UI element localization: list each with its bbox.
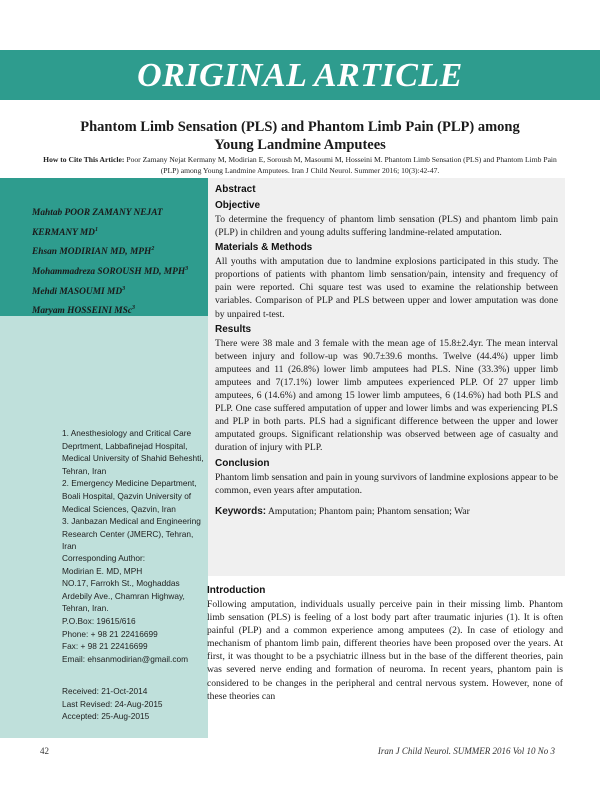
abstract bbox=[215, 183, 558, 518]
corr-email: Email: ehsanmodirian@gmail.com bbox=[62, 653, 189, 664]
keywords-label: Keywords: bbox=[215, 505, 267, 517]
conclusion-heading: Conclusion bbox=[215, 457, 270, 469]
abstract-heading: Abstract bbox=[215, 184, 256, 195]
citation-text: Poor Zamany Nejat Kermany M, Modirian E, Soroush M, Masoumi M, Hosseini M. Phantom Limb Sensation (PLS) and Phantom Limb Pain (PLP) among Young Landmine Amputees. Iran J Child Neurol. Summer 2016; 10(3):42-47. bbox=[126, 155, 557, 175]
introduction bbox=[207, 584, 563, 703]
corr-phone: Phone: + 98 21 22416699 bbox=[62, 628, 158, 639]
corr-label: Corresponding Author: bbox=[62, 553, 146, 563]
author: Mohammadreza SOROUSH MD, MPH$^3$ bbox=[32, 266, 189, 278]
corresponding-author bbox=[62, 552, 206, 665]
results-text: There were 38 male and 3 female with the mean age of 15.8±2.4yr. The mean interval between injury and follow-up was 90.7±39.6 months. Twelve (44.4%) upper limb amputees and 11 (26.8%) lower limb amputees had PLS. Nine (33.3%) upper limb amputees and 7(17.1%) lower limb amputees experienced PLP. Of 27 upper limb amputees, 6 (14.6%) and among 15 lower limb amputees, 6 (14.6%) had both PLS and PLP. One case suffered amputation of upper and lower limbs and was experiencing PLS and PLP in both parts. PLS had a significant difference between the upper and lower amputated groups. Significant relationship was observed between age of casualty and duration of injury with PLP. bbox=[215, 337, 558, 454]
affiliations bbox=[62, 427, 206, 553]
affiliation: 2. Emergency Medicine Department, Boali Hospital, Qazvin University of Medical Sciences, Qazvin, Iran bbox=[62, 478, 197, 514]
methods-text: All youths with amputation due to landmine explosions participated in this study. The proportions of patients with phantom limb sensation/pain, intensity and frequency of pain were reported. Chi square test was used to examine the relationship between variables. Comparison of PLP and PLS between upper and lower amputation was done by unpaired t-test. bbox=[215, 256, 558, 320]
keywords-text: Amputation; Phantom pain; Phantom sensation; War bbox=[268, 505, 470, 517]
journal-footer: Iran J Child Neurol. SUMMER 2016 Vol 10 No 3 bbox=[377, 746, 555, 756]
date-received: Received: 21-Oct-2014 bbox=[62, 686, 148, 696]
article-dates bbox=[62, 685, 206, 723]
corr-pobox: P.O.Box: 19615/616 bbox=[62, 615, 136, 626]
date-revised: Last Revised: 24-Aug-2015 bbox=[62, 698, 163, 709]
corr-address: NO.17, Farrokh St., Moghaddas Ardebily Ave., Chamran Highway, Tehran, Iran. bbox=[62, 578, 185, 614]
author: Mehdi MASOUMI $MD^3$ bbox=[32, 285, 126, 297]
author: Mahtab POOR ZAMANY NEJAT KERMANY $MD^1$ bbox=[32, 208, 163, 238]
affiliation: 3. Janbazan Medical and Engineering Research Center (JMERC), Tehran, Iran bbox=[62, 516, 201, 552]
article-title: Phantom Limb Sensation (PLS) and Phantom Limb Pain (PLP) among Young Landmine Amputees bbox=[80, 119, 520, 153]
affiliation: 1. Anesthesiology and Critical Care Deprtment, Labbafinejad Hospital, Medical University of Shahid Beheshti, Tehran, Iran bbox=[62, 428, 204, 476]
keywords bbox=[215, 505, 558, 518]
citation bbox=[40, 154, 560, 176]
author-list bbox=[32, 205, 204, 320]
corr-name: Modirian E. MD, MPH bbox=[62, 565, 143, 576]
methods-heading: Materials & Methods bbox=[215, 242, 313, 254]
objective-heading: Objective bbox=[215, 200, 261, 211]
introduction-text: Following amputation, individuals usually perceive pain in their missing limb. Phantom limb sensation (PLS) is feeling of a lost body part after traumatic injuries (1). It is often painful (PLP) and a common experience among amputees (2). In case of etiology and mechanism of phantom limb pain, different theories have been proposed over the years. At first, it was thought to be a psychiatric illness but in the base of the different theories, pain was severed nerve ending and formation of neuroma. In recent years, phantom pain is considered to be changes in the peripheral and central nervous system. However, none of these theories can bbox=[207, 599, 563, 702]
citation-label: How to Cite This Article: bbox=[43, 155, 125, 164]
introduction-heading: Introduction bbox=[207, 585, 266, 596]
author: Maryam HOSSEINI MSc$^3$ bbox=[32, 305, 136, 317]
article-type-title: ORIGINAL ARTICLE bbox=[137, 57, 463, 94]
author: Ehsan MODIRIAN MD, MPH$^2$ bbox=[32, 246, 155, 258]
corr-fax: Fax: + 98 21 22416699 bbox=[62, 641, 148, 652]
results-heading: Results bbox=[215, 323, 252, 335]
date-accepted: Accepted: 25-Aug-2015 bbox=[62, 711, 150, 722]
conclusion-text: Phantom limb sensation and pain in young survivors of landmine explosions appear to be common, even years after amputation. bbox=[215, 471, 558, 496]
objective-text: To determine the frequency of phantom limb sensation (PLS) and phantom limb pain (PLP) in children and young adults suffering landmine-related amputation. bbox=[215, 214, 558, 239]
page-number: 42 bbox=[40, 746, 49, 756]
